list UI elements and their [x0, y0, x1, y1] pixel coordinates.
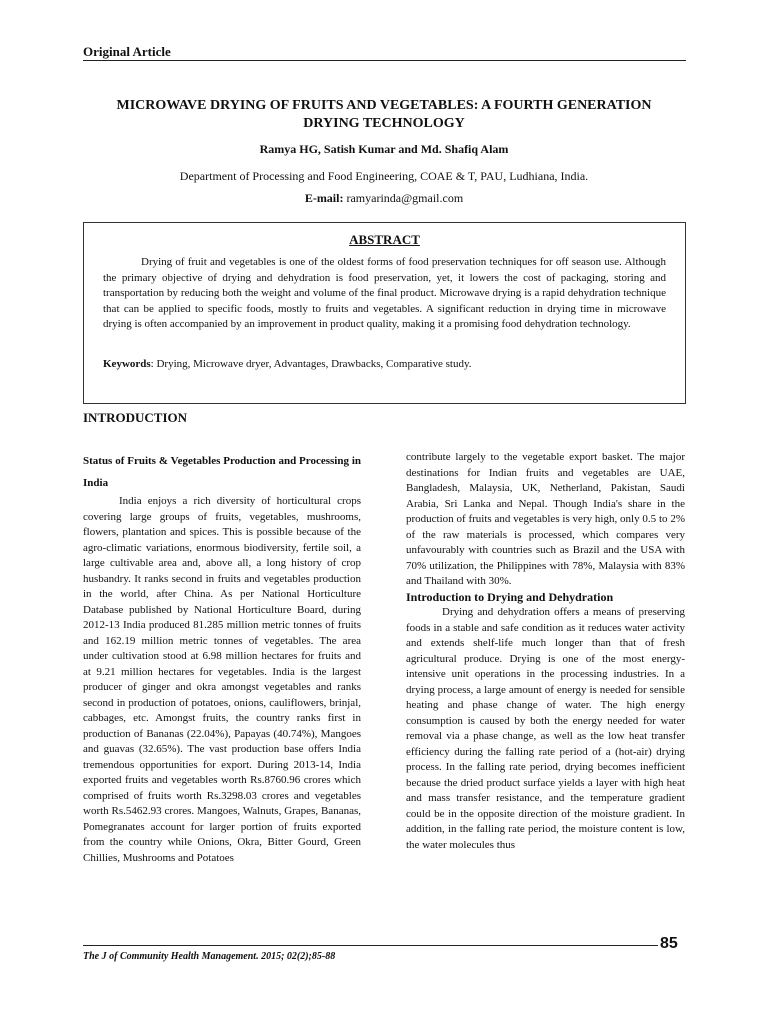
right-column: [406, 450, 685, 853]
email-address: ramyarinda@gmail.com: [346, 191, 464, 205]
left-column: [83, 450, 361, 866]
abstract-text: Drying of fruit and vegetables is one of the oldest forms of food preservation techniques for off season use. Although the primary objective of drying and dehydration is food preservation, yet, it lowers the cost of packaging, storing and transportation by reducing both the weight and volume of the final product. Microwave drying is a rapid dehydration technique that can be applied to specific foods, mostly to fruits and vegetables. A significant reduction in drying time in microwave drying is often accompanied by an improvement in product quality, making it a promising food dehydration technology.: [103, 256, 666, 331]
body-paragraph: contribute largely to the vegetable export basket. The major destinations for Indian fruits and vegetables are UAE, Bangladesh, Malaysia, UK, Netherland, Pakistan, Saudi Arabia, Sri Lanka and Nepal. Though India's share in the production of fruits and vegetables is very high, only 0.5 to 2% of the raw materials is processed, which compares very unfavourably with countries such as Brazil and the USA with 70% utilization, the Philippines with 78%, Malaysia with 83% and Thailand with 30%.: [406, 451, 685, 587]
footer-divider: [83, 945, 658, 946]
author-list: Ramya HG, Satish Kumar and Md. Shafiq Alam: [259, 142, 509, 156]
header-divider: [83, 60, 686, 61]
abstract-box: [83, 222, 686, 404]
abstract-heading: ABSTRACT: [349, 232, 420, 247]
paper-title: MICROWAVE DRYING OF FRUITS AND VEGETABLES: A FOURTH GENERATION DRYING TECHNOLOGY: [116, 98, 652, 131]
introduction-heading: INTRODUCTION: [83, 410, 188, 425]
body-paragraph: India enjoys a rich diversity of horticultural crops covering large groups of fruits, vegetables, mushrooms, flowers, plantation and spices. This is possible because of the agro-climatic variations, enormous biodiversity, fertile soil, a large cultivable area and, above all, a long history of crop husbandry. It ranks second in fruits and vegetables production in the world, after China. As per National Horticulture Database published by National Horticulture Board, during 2012-13 India produced 81.285 million metric tonnes of fruits and 162.19 million metric tonnes of vegetables. The area under cultivation stood at 6.98 million hectares for fruits and at 9.21 million hectares for vegetables. India is the largest producer of ginger and okra amongst vegetables and ranks second in production of potatoes, onions, cauliflowers, brinjal, cabbages, etc. Amongst fruits, the country ranks first in production of Bananas (22.04%), Papayas (40.74%), Mangoes and guavas (32.65%). The vast production base offers India tremendous opportunities for export. During 2013-14, India exported fruits and vegetables worth Rs.8760.96 crores which comprised of fruits worth Rs.3298.03 crores and vegetables worth Rs.5462.93 crores. Mangoes, Walnuts, Grapes, Bananas, Pomegranates account for larger portion of fruits exported from the country while Onions, Okra, Bitter Gourd, Green Chillies, Mushrooms and Potatoes: [83, 495, 361, 864]
keywords-list: : Drying, Microwave dryer, Advantages, Drawbacks, Comparative study.: [150, 358, 472, 370]
page-number: 85: [660, 935, 678, 952]
keywords-line: [103, 358, 666, 370]
journal-citation: The J of Community Health Management. 2015; 02(2);85-88: [83, 951, 336, 962]
contact-email: [90, 191, 678, 206]
article-type-label: Original Article: [83, 44, 171, 59]
affiliation: Department of Processing and Food Engineering, COAE & T, PAU, Ludhiana, India.: [179, 169, 589, 183]
body-paragraph: Drying and dehydration offers a means of preserving foods in a stable and safe condition as it reduces water activity and extends shelf-life much longer than that of fresh agricultural produce. Drying is one of the most energy-intensive unit operations in the processing industries. In a drying process, a large amount of energy is needed for sensible heating and phase change of water. The high energy consumption is caused by both the energy needed for water removal via a phase change, as well as the low heat transfer efficiency during the falling rate period of a (hot-air) drying process. In the falling rate period, drying becomes inefficient because the dried product surface yields a layer with high heat and mass transfer resistance, and the temperature gradient could be in the opposite direction of the moisture gradient. In addition, in the falling rate period, the moisture content is low, the water molecules thus: [406, 606, 685, 851]
email-label: E-mail:: [304, 191, 344, 205]
section-subheading: Introduction to Drying and Dehydration: [406, 589, 614, 604]
section-subheading: Status of Fruits & Vegetables Production and Processing in India: [83, 455, 361, 489]
keywords-label: Keywords: [103, 358, 151, 370]
